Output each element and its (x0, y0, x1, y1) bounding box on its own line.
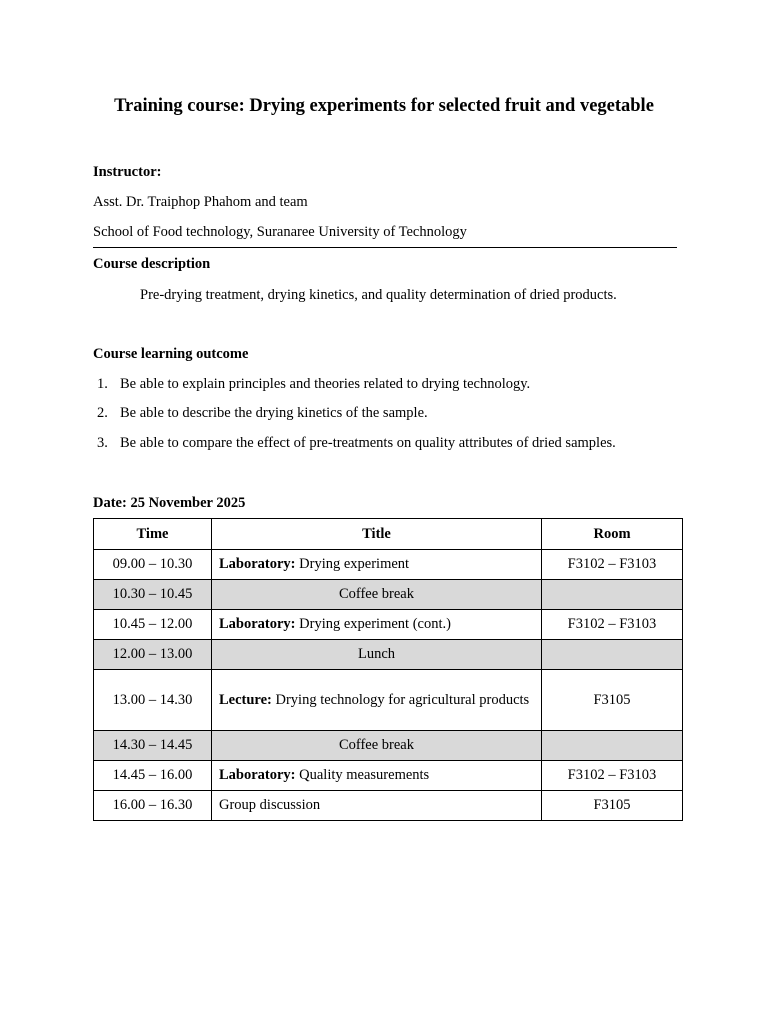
row-title: Group discussion (212, 791, 542, 821)
row-title-text: Drying experiment (cont.) (295, 616, 451, 632)
row-time: 13.00 – 14.30 (94, 670, 212, 731)
header-room: Room (542, 519, 683, 550)
table-row (94, 731, 683, 761)
section-divider (93, 247, 677, 248)
row-title (212, 761, 542, 791)
outcome-text: Be able to explain principles and theories related to drying technology. (120, 376, 531, 392)
row-title-text: Drying technology for agricultural products (271, 692, 530, 708)
header-title: Title (212, 519, 542, 550)
row-title (212, 550, 542, 580)
outcome-number: 3. (97, 435, 108, 451)
instructor-affiliation: School of Food technology, Suranaree University of Technology (93, 224, 467, 240)
outcome-number: 1. (97, 376, 108, 392)
row-time: 09.00 – 10.30 (94, 550, 212, 580)
outcome-item (93, 405, 428, 422)
row-time: 14.30 – 14.45 (94, 731, 212, 761)
page-title: Training course: Drying experiments for selected fruit and vegetable (114, 96, 654, 116)
outcome-item (93, 376, 530, 393)
row-room: F3102 – F3103 (542, 761, 683, 791)
table-row (94, 580, 683, 610)
row-title: Lunch (212, 640, 542, 670)
row-time: 10.45 – 12.00 (94, 610, 212, 640)
description-heading: Course description (93, 256, 211, 272)
schedule-table (93, 518, 683, 821)
table-row (94, 761, 683, 791)
row-title: Coffee break (212, 580, 542, 610)
row-time: 12.00 – 13.00 (94, 640, 212, 670)
row-room: F3105 (542, 791, 683, 821)
table-row (94, 610, 683, 640)
outcome-number: 2. (97, 405, 108, 421)
row-title (212, 610, 542, 640)
row-room: F3105 (542, 670, 683, 731)
row-time: 16.00 – 16.30 (94, 791, 212, 821)
row-title-text: Drying experiment (295, 556, 410, 572)
table-row (94, 791, 683, 821)
instructor-name: Asst. Dr. Traiphop Phahom and team (93, 194, 308, 210)
row-title: Coffee break (212, 731, 542, 761)
table-row (94, 640, 683, 670)
date-heading: Date: 25 November 2025 (93, 495, 246, 511)
row-room: F3102 – F3103 (542, 610, 683, 640)
row-title-text: Quality measurements (295, 767, 430, 783)
row-title-type: Laboratory: (219, 556, 296, 572)
outcomes-heading: Course learning outcome (93, 346, 249, 362)
outcome-item (93, 435, 616, 452)
table-row (94, 550, 683, 580)
row-title-type: Laboratory: (219, 767, 296, 783)
row-title-type: Lecture: (219, 692, 272, 708)
row-time: 14.45 – 16.00 (94, 761, 212, 791)
row-title-type: Laboratory: (219, 616, 296, 632)
row-room: F3102 – F3103 (542, 550, 683, 580)
header-time: Time (94, 519, 212, 550)
table-row (94, 670, 683, 731)
outcome-text: Be able to compare the effect of pre-treatments on quality attributes of dried samples. (120, 435, 616, 451)
row-room (542, 640, 683, 670)
outcome-text: Be able to describe the drying kinetics of the sample. (120, 405, 428, 421)
instructor-heading: Instructor: (93, 164, 162, 180)
description-text: Pre-drying treatment, drying kinetics, and quality determination of dried products. (140, 287, 617, 303)
schedule-header-row (94, 519, 683, 550)
row-time: 10.30 – 10.45 (94, 580, 212, 610)
row-room (542, 731, 683, 761)
row-room (542, 580, 683, 610)
row-title (212, 670, 542, 731)
